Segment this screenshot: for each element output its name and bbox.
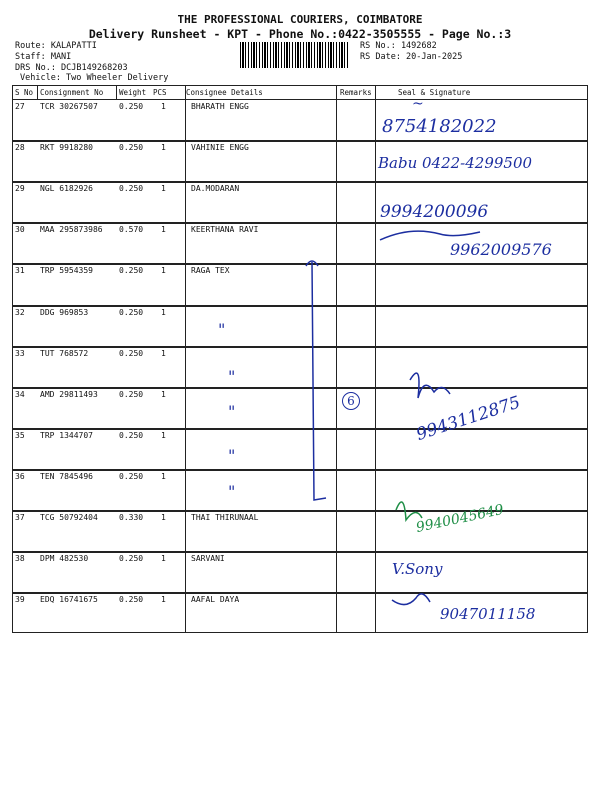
pcs-cell: 1 <box>161 595 166 605</box>
pcs-cell: 1 <box>161 554 166 564</box>
weight-cell: 0.250 <box>119 430 144 440</box>
weight-cell: 0.250 <box>119 471 144 481</box>
staff-label: Staff: MANI <box>15 52 72 62</box>
row-divider <box>13 141 587 142</box>
ditto-mark: " <box>228 402 236 421</box>
table-row <box>13 182 587 223</box>
weight-cell: 0.250 <box>119 266 144 276</box>
ditto-mark: " <box>228 482 236 501</box>
pcs-cell: 1 <box>161 430 166 440</box>
pcs-cell: 1 <box>161 266 166 276</box>
col-weight: Weight <box>119 88 147 97</box>
sno-cell: 32 <box>15 307 25 317</box>
col-remarks: Remarks <box>340 88 372 97</box>
sno-cell: 38 <box>15 554 25 564</box>
signature-scribble: ~ <box>412 96 424 112</box>
weight-cell: 0.250 <box>119 389 144 399</box>
col-consignment: Consignment No <box>40 88 104 97</box>
weight-cell: 0.570 <box>119 225 144 235</box>
consignment-cell: NGL 6182926 <box>40 184 93 194</box>
consignment-cell: TCR 30267507 <box>40 102 98 111</box>
row-divider <box>13 470 587 471</box>
ditto-mark: " <box>218 320 226 339</box>
row-divider <box>13 347 587 348</box>
table-header <box>13 86 587 100</box>
consignee-cell: AAFAL DAYA <box>191 595 240 605</box>
weight-cell: 0.250 <box>119 348 144 358</box>
sno-cell: 39 <box>15 595 25 605</box>
row-divider <box>13 593 587 594</box>
table-row <box>13 429 587 470</box>
row-divider <box>13 306 587 307</box>
remark-circle: 6 <box>342 392 360 410</box>
col-sno: S No <box>15 88 34 97</box>
row-divider <box>13 429 587 430</box>
handwritten-phone: 9940045649 <box>414 501 506 536</box>
rs-number: RS No.: 1492682 <box>360 41 437 51</box>
consignment-cell: TCG 50792404 <box>40 513 98 522</box>
sno-cell: 30 <box>15 225 25 235</box>
handwritten-signature: V.Sony <box>392 560 443 578</box>
pcs-cell: 1 <box>161 184 166 194</box>
consignment-cell: TUT 768572 <box>40 348 89 358</box>
weight-cell: 0.250 <box>119 184 144 194</box>
weight-cell: 0.250 <box>119 102 144 111</box>
consignment-cell: DDG 969853 <box>40 307 89 317</box>
table-row <box>13 100 587 141</box>
col-divider <box>116 86 117 99</box>
consignee-cell: SARVANI <box>191 554 225 564</box>
pcs-cell: 1 <box>161 225 166 235</box>
sno-cell: 28 <box>15 143 25 153</box>
route-label: Route: KALAPATTI <box>15 41 97 51</box>
handwritten-phone: 9047011158 <box>440 605 536 623</box>
handwritten-note: Babu 0422-4299500 <box>378 154 533 172</box>
sno-cell: 36 <box>15 471 25 481</box>
table-row <box>13 264 587 305</box>
barcode-image <box>240 42 350 68</box>
pcs-cell: 1 <box>161 389 166 399</box>
row-divider <box>13 223 587 224</box>
handwritten-phone: 9943112875 <box>413 392 523 445</box>
table-row <box>13 552 587 593</box>
handwritten-phone: 9994200096 <box>380 202 489 222</box>
weight-cell: 0.330 <box>119 513 144 522</box>
pcs-cell: 1 <box>161 513 166 522</box>
row-divider <box>13 388 587 389</box>
handwritten-phone: 9962009576 <box>450 240 552 259</box>
consignment-cell: RKT 9918280 <box>40 143 93 153</box>
row-divider <box>13 552 587 553</box>
consignee-cell: KEERTHANA RAVI <box>191 225 259 235</box>
consignment-cell: TRP 5954359 <box>40 266 93 276</box>
ditto-mark: " <box>228 446 236 465</box>
pcs-cell: 1 <box>161 348 166 358</box>
consignment-cell: TRP 1344707 <box>40 430 93 440</box>
sno-cell: 33 <box>15 348 25 358</box>
sno-cell: 27 <box>15 102 25 111</box>
sno-cell: 31 <box>15 266 25 276</box>
consignee-cell: VAHINIE ENGG <box>191 143 249 153</box>
consignment-cell: DPM 482530 <box>40 554 89 564</box>
runsheet-subtitle: Delivery Runsheet - KPT - Phone No.:0422-3505555 - Page No.:3 <box>88 27 512 41</box>
sno-cell: 35 <box>15 430 25 440</box>
rs-date: RS Date: 20-Jan-2025 <box>360 52 463 62</box>
consignee-cell: BHARATH ENGG <box>191 102 249 111</box>
sno-cell: 29 <box>15 184 25 194</box>
pcs-cell: 1 <box>161 307 166 317</box>
col-consignee: Consignee Details <box>186 88 263 97</box>
company-title: THE PROFESSIONAL COURIERS, COIMBATORE <box>177 13 423 26</box>
drs-number: DRS No.: DCJB149268203 <box>15 63 128 73</box>
col-signature: Seal & Signature <box>398 88 471 97</box>
pcs-cell: 1 <box>161 143 166 153</box>
table-row <box>13 306 587 347</box>
consignee-cell: THAI THIRUNAAL <box>191 513 259 522</box>
handwritten-phone: 8754182022 <box>382 116 497 137</box>
sno-cell: 34 <box>15 389 25 399</box>
sno-cell: 37 <box>15 513 25 522</box>
ditto-mark: " <box>228 367 236 386</box>
weight-cell: 0.250 <box>119 143 144 153</box>
row-divider <box>13 182 587 183</box>
pcs-cell: 1 <box>161 102 166 111</box>
col-divider <box>37 86 38 99</box>
row-divider <box>13 264 587 265</box>
pcs-cell: 1 <box>161 471 166 481</box>
table-row <box>13 347 587 388</box>
weight-cell: 0.250 <box>119 595 144 605</box>
weight-cell: 0.250 <box>119 554 144 564</box>
weight-cell: 0.250 <box>119 307 144 317</box>
consignee-cell: RAGA TEX <box>191 266 230 276</box>
consignment-cell: TEN 7845496 <box>40 471 93 481</box>
consignment-cell: MAA 295873986 <box>40 225 103 235</box>
col-pcs: PCS <box>153 88 167 97</box>
consignee-cell: DA.MODARAN <box>191 184 240 194</box>
consignment-cell: AMD 29811493 <box>40 389 98 399</box>
vehicle-label: Vehicle: Two Wheeler Delivery <box>20 73 169 83</box>
consignment-cell: EDQ 16741675 <box>40 595 98 605</box>
